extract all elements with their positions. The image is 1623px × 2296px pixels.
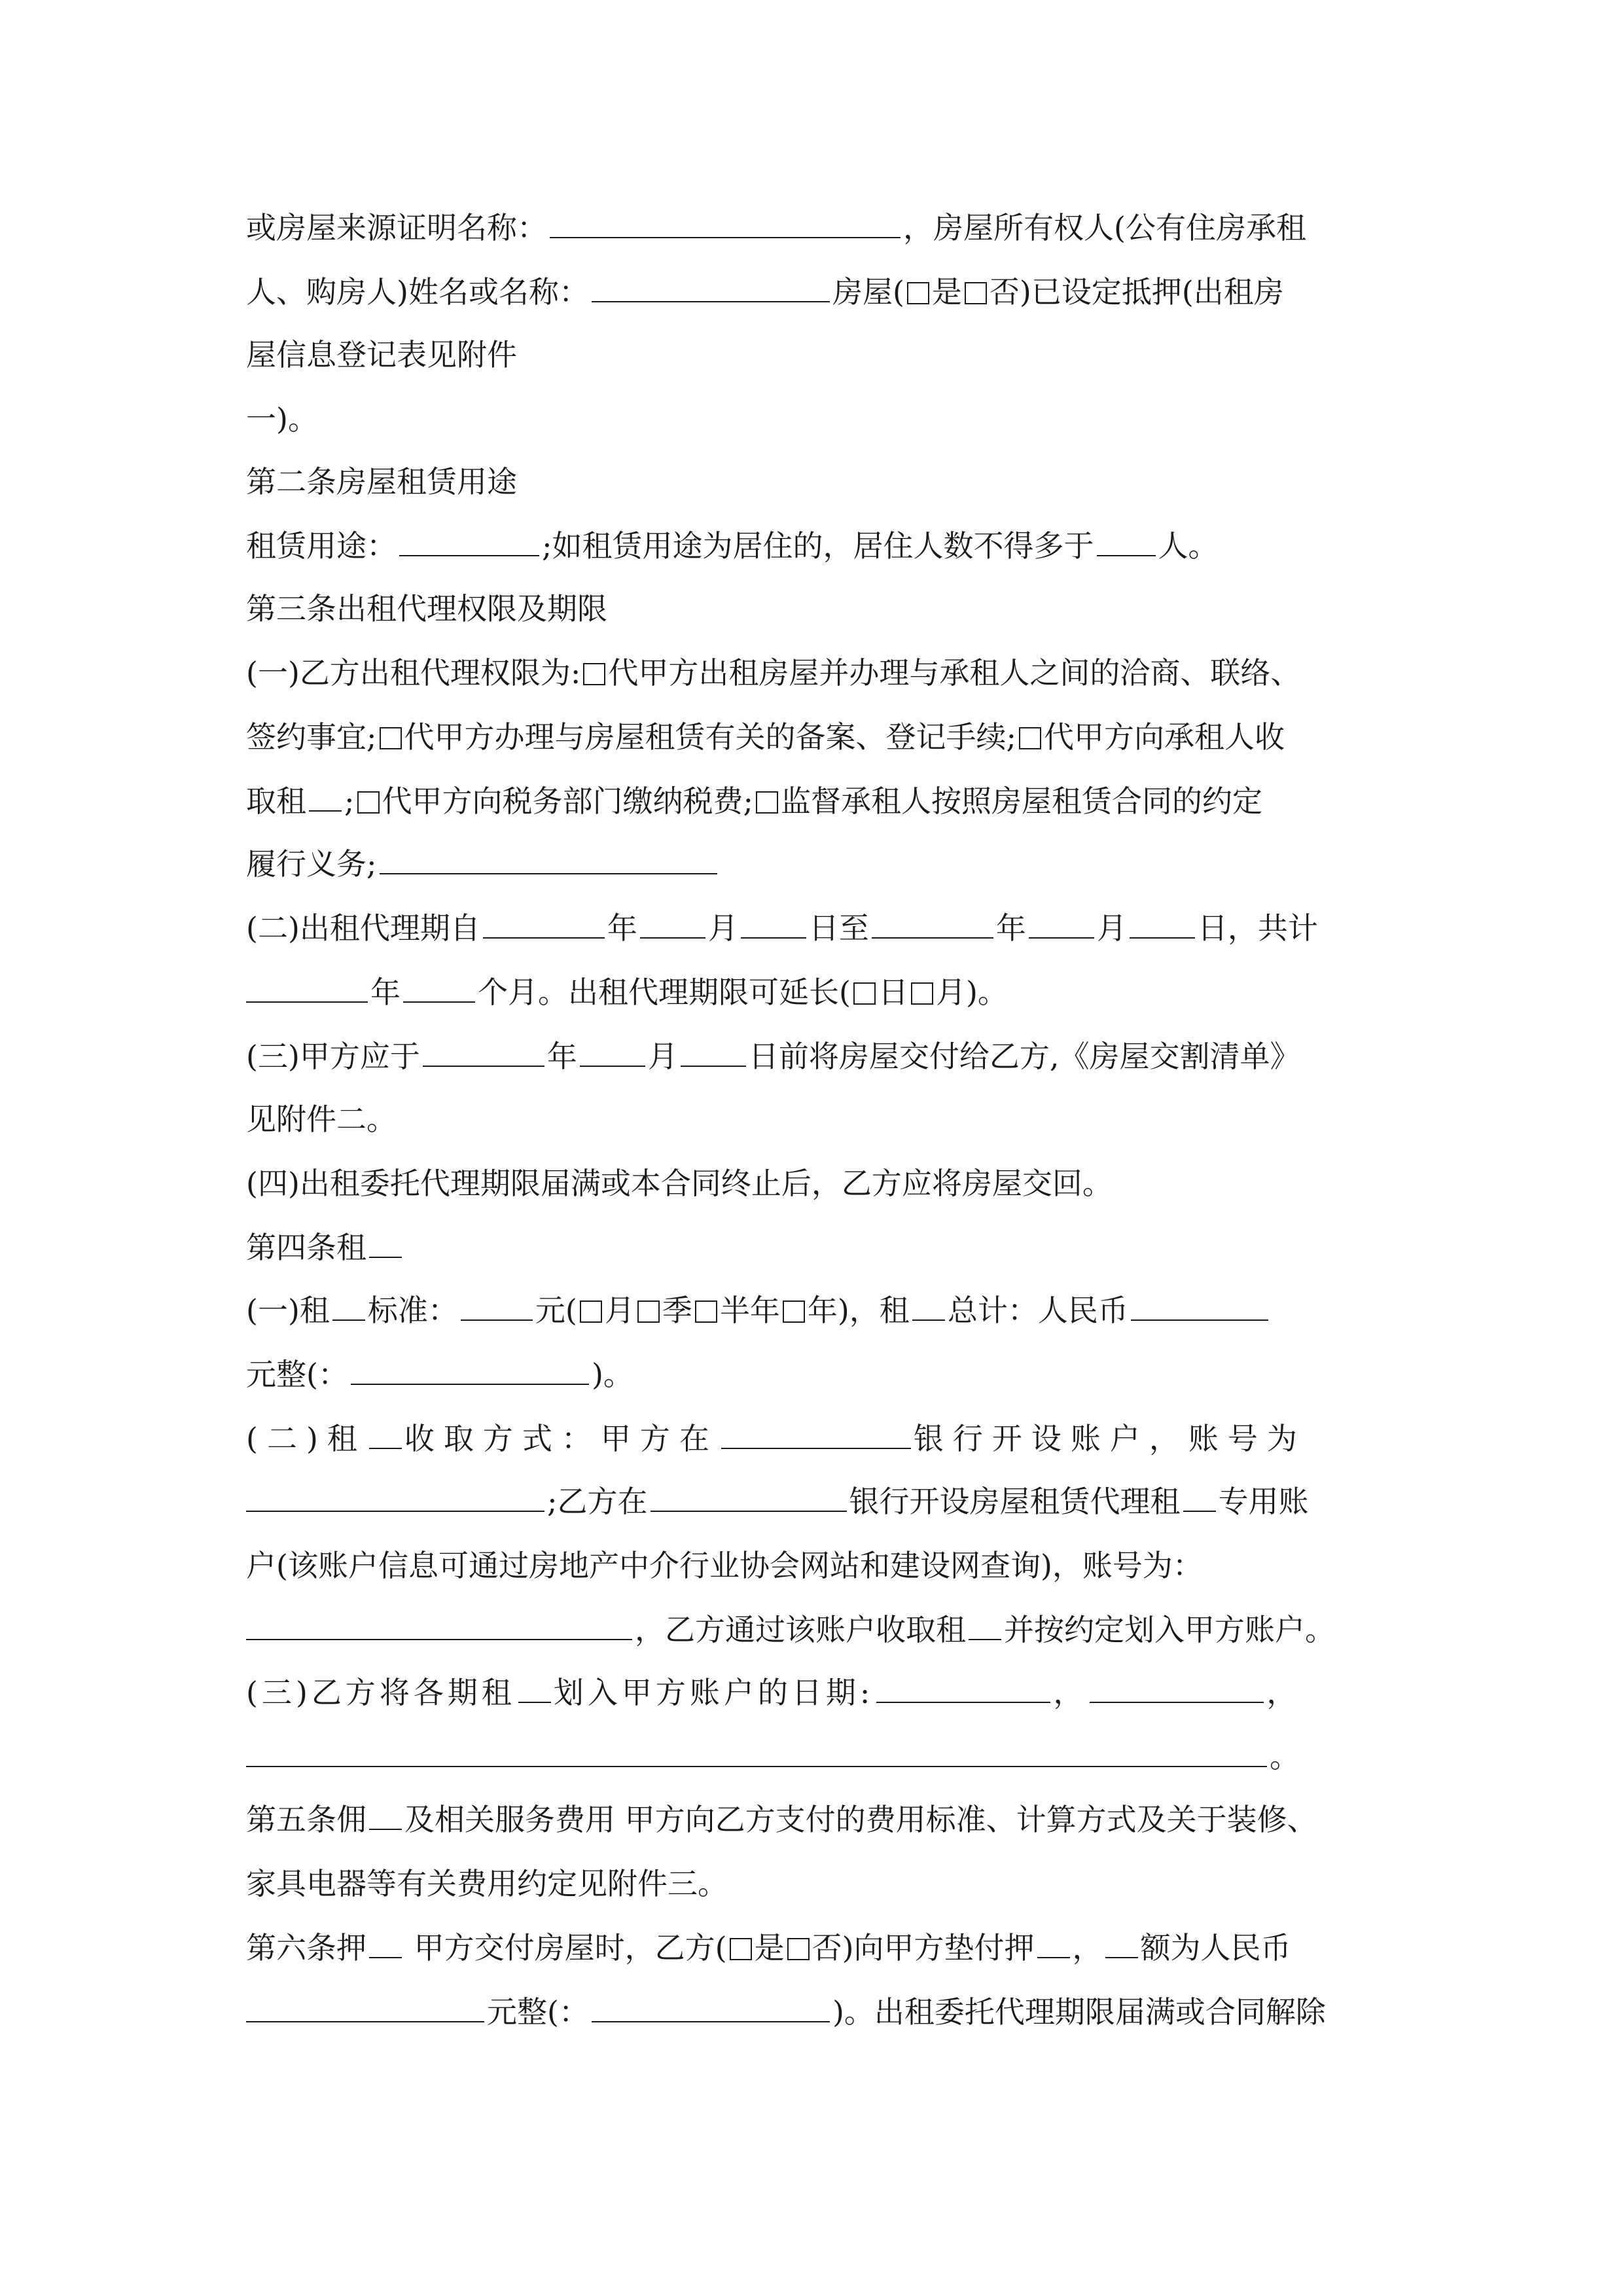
fill-blank[interactable] xyxy=(518,1674,551,1703)
fill-blank-month[interactable] xyxy=(580,1038,645,1067)
doc-line xyxy=(246,335,1398,374)
text-segment: 标准： xyxy=(367,1293,458,1328)
checkbox[interactable] xyxy=(1019,727,1041,749)
checkbox[interactable] xyxy=(783,1300,805,1323)
fill-blank-month[interactable] xyxy=(640,910,705,939)
text-segment: (二)租 xyxy=(246,1421,366,1456)
text-segment: 代甲方向承租人收 xyxy=(1044,719,1285,755)
fill-blank-account-number[interactable] xyxy=(246,1483,544,1512)
text-segment: 第四条租 xyxy=(246,1230,366,1265)
text-segment: 第五条佣 xyxy=(246,1802,366,1837)
fill-blank[interactable] xyxy=(309,783,342,812)
text-segment: 额为人民币 xyxy=(1140,1930,1291,1965)
text-segment: 监督承租人按照房屋租赁合同的约定 xyxy=(781,783,1262,819)
checkbox[interactable] xyxy=(580,1300,602,1323)
checkbox[interactable] xyxy=(756,791,778,814)
text-segment: 季 xyxy=(662,1293,692,1328)
text-segment: 年 xyxy=(370,975,401,1010)
fill-blank-amount-words[interactable] xyxy=(592,1994,830,2022)
text-segment: ， xyxy=(1053,1675,1088,1710)
text-segment: 专用账 xyxy=(1218,1484,1309,1519)
text-segment: ;如租赁用途为居住的，居住人数不得多于 xyxy=(542,528,1094,564)
text-segment: 甲方交付房屋时，乙方( xyxy=(404,1930,727,1965)
checkbox[interactable] xyxy=(730,1938,752,1960)
doc-line xyxy=(246,1737,1398,1776)
fill-blank[interactable] xyxy=(1037,1929,1070,1958)
doc-line xyxy=(246,208,1398,247)
section-heading xyxy=(246,1228,1398,1267)
text-segment: 租赁用途： xyxy=(246,528,397,564)
text-segment: )。出租委托代理期限届满或合同解除 xyxy=(832,1994,1326,2030)
text-segment: 划入甲方账户的日期: xyxy=(553,1675,874,1710)
text-segment: ; xyxy=(344,783,355,819)
text-segment: 元整(： xyxy=(487,1994,589,2030)
doc-line xyxy=(246,526,1398,565)
text-segment: 一)。 xyxy=(246,401,318,437)
fill-blank[interactable] xyxy=(369,1420,402,1449)
checkbox[interactable] xyxy=(787,1938,810,1960)
text-segment: 是 xyxy=(754,1930,785,1965)
doc-line xyxy=(246,1100,1398,1139)
text-segment: 代甲方办理与房屋租赁有关的备案、登记手续; xyxy=(404,719,1016,755)
text-segment: 否)向甲方垫付押 xyxy=(812,1930,1035,1965)
doc-line xyxy=(246,973,1398,1012)
fill-blank-transfer-dates[interactable] xyxy=(246,1738,1267,1767)
fill-blank[interactable] xyxy=(1183,1483,1216,1512)
text-segment: 月 xyxy=(647,1039,678,1074)
fill-blank-property-certificate[interactable] xyxy=(550,209,901,238)
doc-line xyxy=(246,1291,1398,1330)
fill-blank[interactable] xyxy=(969,1611,1001,1640)
text-segment: 屋信息登记表见附件 xyxy=(246,337,517,372)
text-segment: 第三条出租代理权限及期限 xyxy=(246,591,607,626)
text-segment: 日 xyxy=(878,975,908,1010)
fill-blank[interactable] xyxy=(369,1229,402,1258)
doc-line xyxy=(246,1928,1398,1967)
fill-blank-year[interactable] xyxy=(872,910,993,939)
doc-line xyxy=(246,1546,1398,1585)
fill-blank-amount-words[interactable] xyxy=(351,1356,589,1385)
fill-blank[interactable] xyxy=(332,1292,365,1321)
text-segment: ，乙方通过该账户收取租 xyxy=(635,1612,966,1647)
fill-blank-day[interactable] xyxy=(681,1038,746,1067)
text-segment: 代甲方向税务部门缴纳税费; xyxy=(382,783,753,819)
text-segment: 见附件二。 xyxy=(246,1102,397,1137)
text-segment: 签约事宜; xyxy=(246,719,377,755)
text-segment: 日前将房屋交付给乙方,《房屋交割清单》 xyxy=(748,1039,1300,1074)
text-segment: 年 xyxy=(995,910,1026,946)
text-segment: 半年 xyxy=(719,1293,780,1328)
doc-line xyxy=(246,1864,1398,1903)
text-segment: 或房屋来源证明名称： xyxy=(246,210,547,245)
fill-blank-lease-use[interactable] xyxy=(399,528,539,556)
text-segment: ， xyxy=(1266,1675,1301,1710)
text-segment: ， xyxy=(1072,1930,1103,1965)
checkbox[interactable] xyxy=(357,791,380,814)
text-segment: ;乙方在 xyxy=(547,1484,648,1519)
text-segment: 是 xyxy=(931,274,962,310)
text-segment: 第二条房屋租赁用途 xyxy=(246,464,517,499)
checkbox[interactable] xyxy=(965,282,987,304)
text-segment: )。 xyxy=(591,1357,633,1392)
fill-blank-bank-name[interactable] xyxy=(721,1420,911,1449)
doc-line xyxy=(246,653,1398,692)
text-segment: 月 xyxy=(1096,910,1127,946)
checkbox[interactable] xyxy=(583,663,605,685)
text-segment: (一)乙方出租代理权限为: xyxy=(246,655,581,691)
doc-line xyxy=(246,1355,1398,1394)
doc-line xyxy=(246,399,1398,439)
doc-line xyxy=(246,844,1398,884)
text-segment: (三)乙方将各期租 xyxy=(246,1675,516,1710)
section-heading xyxy=(246,589,1398,628)
text-segment: 房屋( xyxy=(832,274,904,310)
text-segment: 代甲方出租房屋并办理与承租人之间的洽商、联络、 xyxy=(608,655,1301,691)
text-segment: 银行开设账户，账号为 xyxy=(913,1421,1306,1456)
text-segment: 履行义务; xyxy=(246,846,377,882)
fill-blank-deposit-amount[interactable] xyxy=(246,1994,484,2022)
text-segment: 人、购房人)姓名或名称： xyxy=(246,274,589,310)
fill-blank-occupants[interactable] xyxy=(1097,528,1156,556)
doc-line xyxy=(246,717,1398,757)
fill-blank-transfer-date[interactable] xyxy=(876,1674,1050,1703)
doc-line xyxy=(246,1992,1398,2032)
checkbox[interactable] xyxy=(907,282,929,304)
fill-blank-transfer-date[interactable] xyxy=(1090,1674,1264,1703)
text-segment: 个月。出租代理期限可延长( xyxy=(478,975,851,1010)
fill-blank[interactable] xyxy=(1105,1929,1138,1958)
fill-blank-year[interactable] xyxy=(423,1038,544,1067)
fill-blank-day[interactable] xyxy=(741,910,806,939)
text-segment: 日，共计 xyxy=(1197,910,1318,946)
text-segment: 日至 xyxy=(808,910,869,946)
text-segment: 元整(： xyxy=(246,1357,348,1392)
fill-blank-months[interactable] xyxy=(403,974,475,1003)
doc-line xyxy=(246,1164,1398,1203)
fill-blank-day[interactable] xyxy=(1130,910,1195,939)
text-segment: ，房屋所有权人(公有住房承租 xyxy=(903,210,1306,245)
text-segment: (二)出租代理期自 xyxy=(246,910,480,946)
text-segment: 银行开设房屋租赁代理租 xyxy=(849,1484,1181,1519)
doc-line xyxy=(246,1800,1398,1839)
text-segment: 月)。 xyxy=(935,975,1008,1010)
checkbox[interactable] xyxy=(911,982,933,1005)
doc-line xyxy=(246,1419,1398,1458)
text-segment: 否)已设定抵押(出租房 xyxy=(989,274,1284,310)
checkbox[interactable] xyxy=(380,727,402,749)
fill-blank[interactable] xyxy=(369,1801,402,1830)
doc-line xyxy=(246,1673,1398,1712)
text-segment: (一)租 xyxy=(246,1293,330,1328)
fill-blank-years[interactable] xyxy=(246,974,368,1003)
text-segment: (四)出租委托代理期限届满或本合同终止后，乙方应将房屋交回。 xyxy=(246,1166,1113,1201)
fill-blank-rent-amount[interactable] xyxy=(461,1292,533,1321)
text-segment: 年)，租 xyxy=(807,1293,910,1328)
text-segment: 。 xyxy=(1270,1739,1300,1774)
fill-blank-rent-total[interactable] xyxy=(1131,1292,1268,1321)
text-segment: 家具电器等有关费用约定见附件三。 xyxy=(246,1866,728,1901)
checkbox[interactable] xyxy=(695,1300,717,1323)
text-segment: 人。 xyxy=(1158,528,1219,564)
text-segment: 总计：人民币 xyxy=(947,1293,1128,1328)
doc-line xyxy=(246,908,1398,948)
text-segment: 元( xyxy=(535,1293,577,1328)
section-heading xyxy=(246,462,1398,501)
checkbox[interactable] xyxy=(637,1300,660,1323)
fill-blank-owner-name[interactable] xyxy=(592,274,830,302)
text-segment: 年 xyxy=(607,910,637,946)
doc-line xyxy=(246,1482,1398,1521)
text-segment: 户(该账户信息可通过房地产中介行业协会网站和建设网查询)，账号为： xyxy=(246,1548,1203,1583)
fill-blank-month[interactable] xyxy=(1029,910,1094,939)
text-segment: 取租 xyxy=(246,783,306,819)
text-segment: 年 xyxy=(546,1039,577,1074)
text-segment: 收取方式：甲方在 xyxy=(404,1421,719,1456)
text-segment: 月 xyxy=(604,1293,635,1328)
checkbox[interactable] xyxy=(853,982,876,1005)
fill-blank-year[interactable] xyxy=(483,910,605,939)
fill-blank-account-number[interactable] xyxy=(246,1611,632,1640)
doc-line xyxy=(246,1037,1398,1076)
text-segment: 月 xyxy=(707,910,738,946)
fill-blank-other-duties[interactable] xyxy=(380,846,717,874)
fill-blank[interactable] xyxy=(912,1292,945,1321)
doc-line xyxy=(246,781,1398,821)
text-segment: 并按约定划入甲方账户。 xyxy=(1004,1612,1335,1647)
text-segment: 及相关服务费用 甲方向乙方支付的费用标准、计算方式及关于装修、 xyxy=(404,1802,1317,1837)
doc-line xyxy=(246,1610,1398,1649)
fill-blank[interactable] xyxy=(369,1929,402,1958)
text-segment: 第六条押 xyxy=(246,1930,366,1965)
text-segment: (三)甲方应于 xyxy=(246,1039,420,1074)
fill-blank-bank-name[interactable] xyxy=(651,1483,847,1512)
doc-line xyxy=(246,272,1398,312)
